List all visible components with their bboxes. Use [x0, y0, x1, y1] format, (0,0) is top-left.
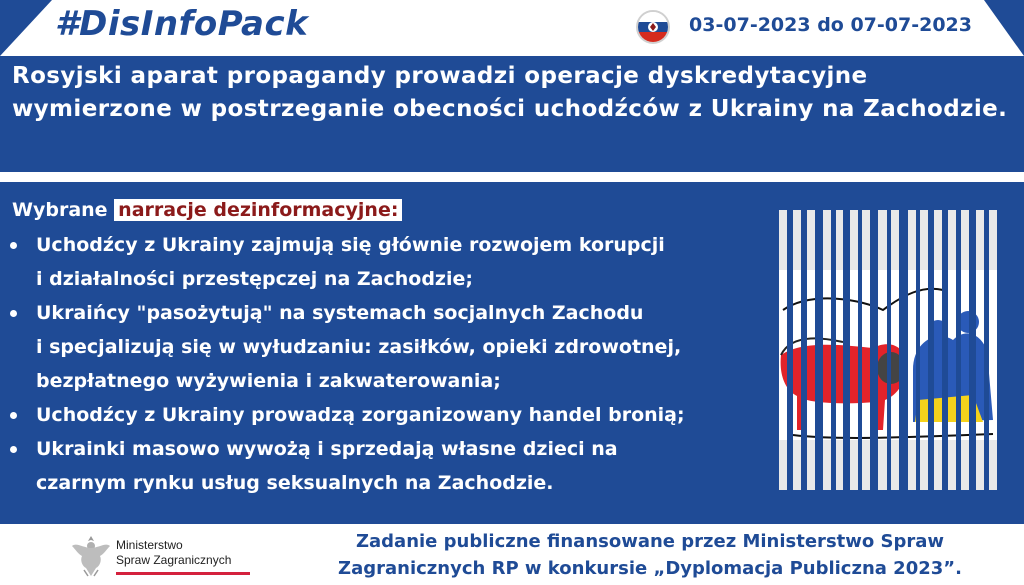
narrative-line: Uchodźcy z Ukrainy prowadzą zorganizowany handel bronią;	[36, 404, 685, 426]
hashtag-title: #DisInfoPack	[55, 4, 309, 44]
section-divider	[0, 172, 1024, 182]
date-range: 03-07-2023 do 07-07-2023	[689, 14, 972, 36]
funding-notice	[300, 528, 1000, 582]
narratives-list	[8, 228, 778, 500]
list-item	[8, 432, 778, 500]
bullet-icon	[10, 412, 17, 419]
narrative-line: Uchodźcy z Ukrainy zajmują się głównie rozwojem korupcji	[36, 234, 665, 256]
header-corner-left	[0, 0, 52, 56]
ministry-logo	[70, 530, 260, 580]
header-corner-right	[984, 0, 1024, 56]
headline: Rosyjski aparat propagandy prowadzi operacje dyskredytacyjne wymierzone w postrzeganie obecności uchodźców z Ukrainy na Zachodzie.	[12, 63, 1008, 122]
ministry-red-bar	[116, 572, 250, 575]
narrative-line: i specjalizują się w wyłudzaniu: zasiłków, opieki zdrowotnej,	[36, 336, 682, 358]
funding-line: Zagranicznych RP w konkursie „Dyplomacja Publiczna 2023”.	[338, 558, 962, 579]
bullet-icon	[10, 446, 17, 453]
illustration-behind-bars-icon	[773, 190, 1005, 510]
narrative-line: i działalności przestępczej na Zachodzie;	[36, 268, 473, 290]
narrative-line: Ukrainki masowo wywożą i sprzedają własne dzieci na	[36, 438, 618, 460]
narrative-line: bezpłatnego wyżywienia i zakwaterowania;	[36, 370, 501, 392]
subheading	[12, 199, 402, 221]
bullet-icon	[10, 310, 17, 317]
flag-badge-icon	[636, 10, 670, 44]
subheading-prefix: Wybrane	[12, 199, 115, 221]
eagle-emblem-icon	[70, 532, 112, 578]
ministry-name-line2: Spraw Zagranicznych	[116, 553, 232, 567]
list-item	[8, 228, 778, 296]
subheading-highlight: narracje dezinformacyjne:	[114, 199, 402, 221]
ministry-name-line1: Ministerstwo	[116, 538, 183, 552]
list-item	[8, 398, 778, 432]
narrative-line: Ukraińcy "pasożytują" na systemach socjalnych Zachodu	[36, 302, 644, 324]
funding-line: Zadanie publiczne finansowane przez Ministerstwo Spraw	[355, 531, 945, 552]
bullet-icon	[10, 242, 17, 249]
narrative-line: czarnym rynku usług seksualnych na Zachodzie.	[36, 472, 554, 494]
ministry-name	[116, 538, 231, 568]
list-item	[8, 296, 778, 398]
